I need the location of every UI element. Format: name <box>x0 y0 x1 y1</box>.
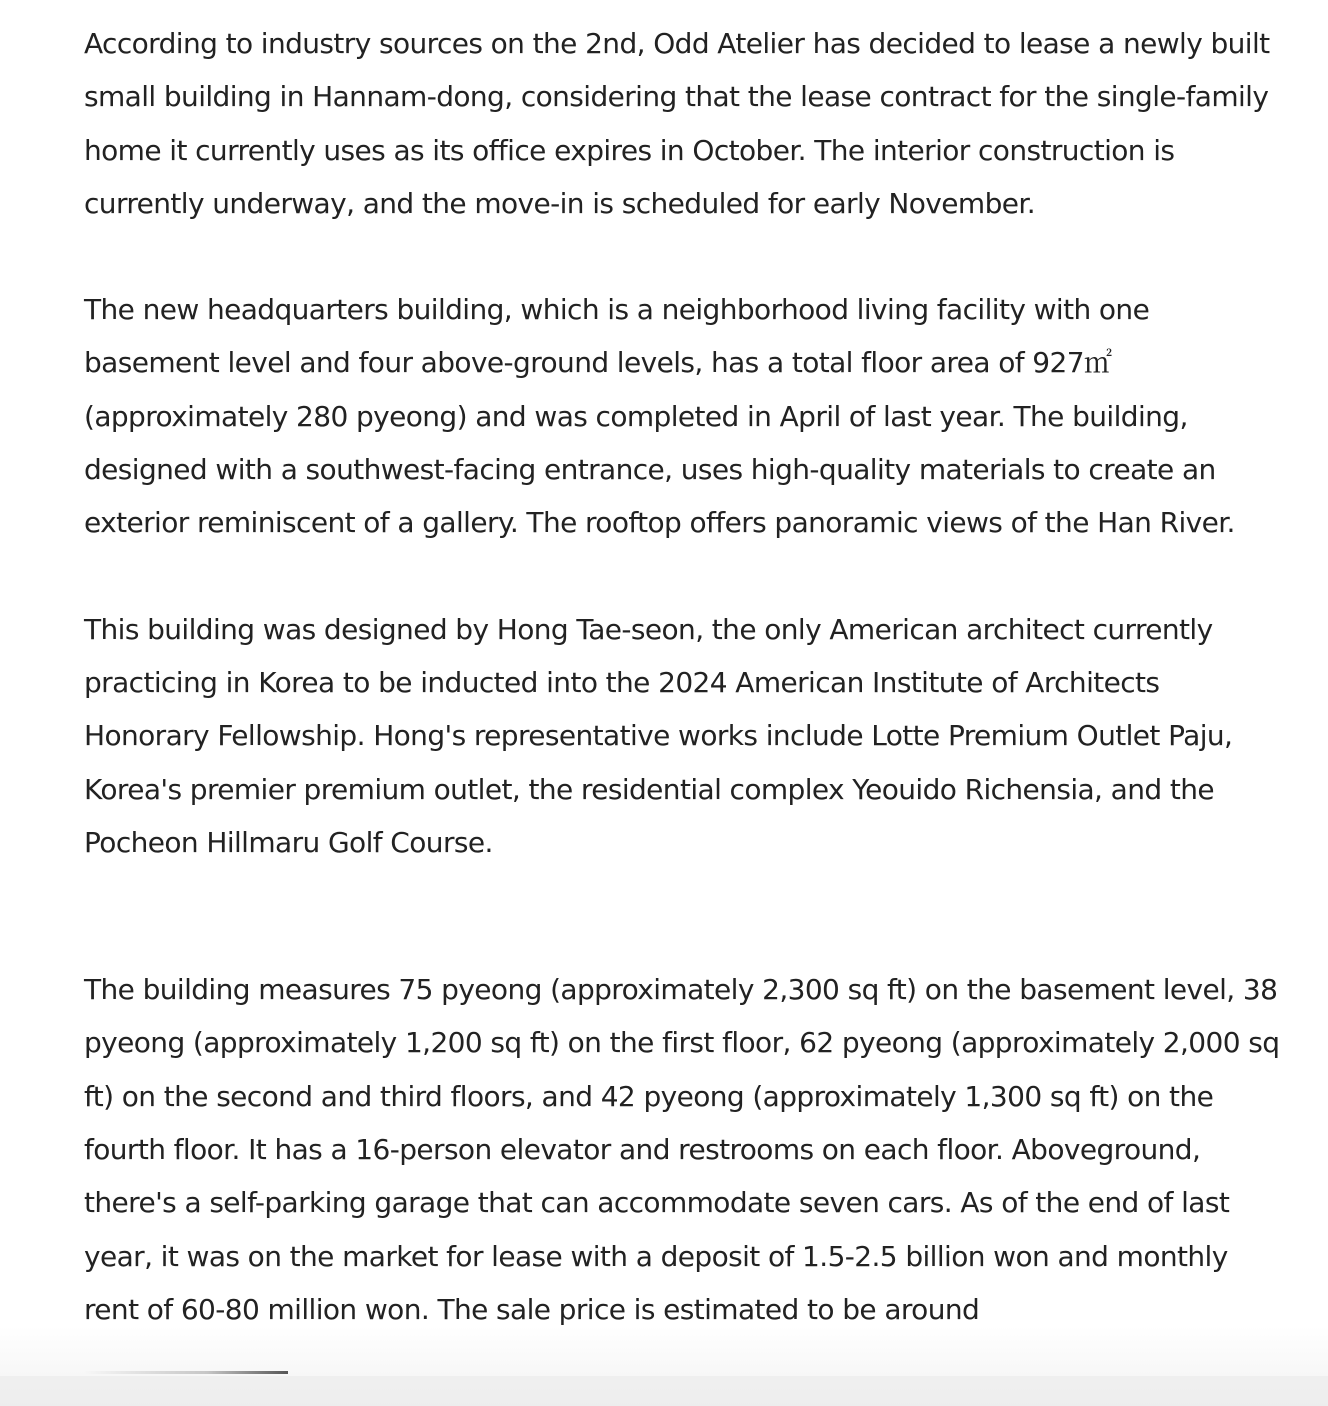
bottom-shade <box>0 1376 1328 1406</box>
article-paragraph-architect: This building was designed by Hong Tae-seon, the only American architect currently practicing in Korea to be inducted into the 2024 American Institute of Architects Honorary Fellowship. Hong's representative works include Lotte Premium Outlet Paju, Korea's premier premium outlet, the residential complex Yeouido Richensia, and the Pocheon Hillmaru Golf Course. <box>84 612 1233 859</box>
article-paragraph-building-details: The new headquarters building, which is a neighborhood living facility with one basement level and four above-ground levels, has a total floor area of 927㎡ (approximately 280 pyeong) and was completed in April of last year. The building, designed with a southwest-facing entrance, uses high-quality materials to create an exterior reminiscent of a gallery. The rooftop offers panoramic views of the Han River. <box>84 293 1235 540</box>
paragraph-spacer <box>84 230 1284 283</box>
truncated-text-line <box>84 1371 288 1374</box>
paragraph-spacer <box>84 869 1284 963</box>
paragraph-spacer <box>84 550 1284 603</box>
article-paragraph-lease-decision: According to industry sources on the 2nd, Odd Atelier has decided to lease a newly built small building in Hannam-dong, considering that the lease contract for the single-family home it currently uses as its office expires in October. The interior construction is currently underway, and the move-in is scheduled for early November. <box>84 27 1270 220</box>
article-body <box>84 17 1284 1336</box>
article-paragraph-floor-areas: The building measures 75 pyeong (approximately 2,300 sq ft) on the basement level, 38 pyeong (approximately 1,200 sq ft) on the first floor, 62 pyeong (approximately 2,000 sq ft) on the second and third floors, and 42 pyeong (approximately 1,300 sq ft) on the fourth floor. It has a 16-person elevator and restrooms on each floor. Aboveground, there's a self-parking garage that can accommodate seven cars. As of the end of last year, it was on the market for lease with a deposit of 1.5-2.5 billion won and monthly rent of 60-80 million won. The sale price is estimated to be around <box>84 973 1280 1326</box>
